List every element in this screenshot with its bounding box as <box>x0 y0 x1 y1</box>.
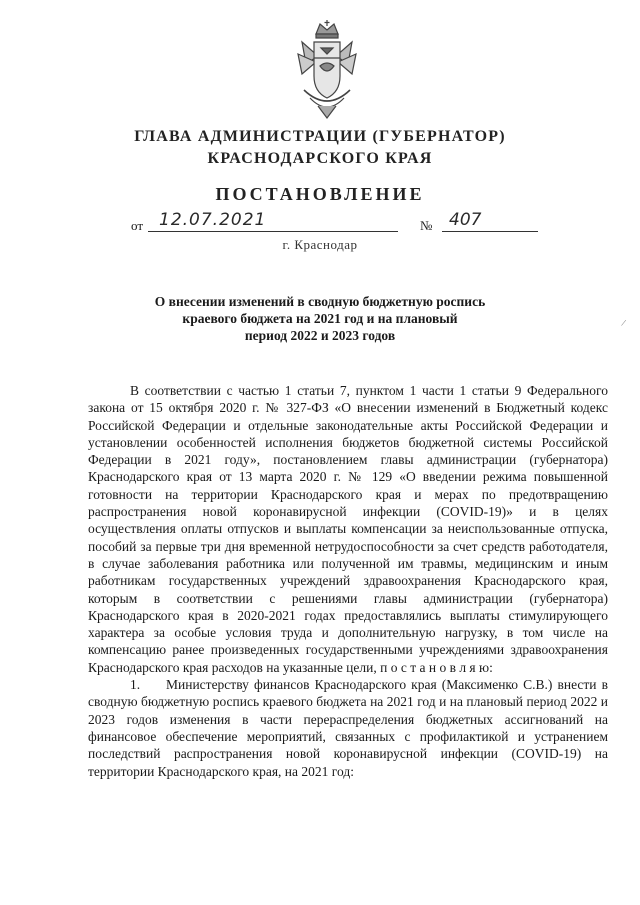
preamble-paragraph: В соответствии с частью 1 статьи 7, пунктом 1 части 1 статьи 9 Федерального закона от 15 октября 2020 г. № 327-ФЗ «О внесении изменений в Бюджетный кодекс Российской Федерации и отдельные законодательные акты Российской Федерации и установлении особенностей исполнения бюджетов бюджетной системы Российской Федерации в 2021 году», постановлением главы администрации (губернатора) Краснодарского края от 13 марта 2020 г. № 129 «О введении режима повышенной готовности на территории Краснодарского края и мерах по предотвращению распространения новой коронавирусной инфекции (COVID-19)» и в целях осуществления оплаты отпусков и выплаты компенсации за неиспользованные отпуска, пособий за первые три дня временной нетрудоспособности за счет средств работодателя, в случае заболевания работника или полученной им травмы, медицинским и иным работникам государственных учреждений здравоохранения Краснодарского края, которым в соответствии с решениями главы администрации (губернатора) Краснодарского края в 2020-2021 годах предоставлялись выплаты стимулирующего характера за особые условия труда и дополнительную нагрузку, в том числе на компенсацию ранее произведенных государственными учреждениями здравоохранения Краснодарского края расходов на указанные цели, п о с т а н о в л я ю: <box>88 383 608 675</box>
authority-title: ГЛАВА АДМИНИСТРАЦИИ (ГУБЕРНАТОР) <box>134 128 506 145</box>
document-body <box>88 382 608 780</box>
document-subject <box>0 293 640 344</box>
number-prefix: № <box>420 218 433 233</box>
item-1-text: Министерству финансов Краснодарского края (Максименко С.В.) внести в сводную бюджетную роспись краевого бюджета на 2021 год и на плановый период 2022 и 2023 годов изменения в части перераспределения бюджетных ассигнований на финансовое обеспечение мероприятий, связанных с профилактикой и устранением последствий распространения новой коронавирусной инфекции (COVID-19) на территории Краснодарского края, на 2021 год: <box>88 677 608 779</box>
authority-region: КРАСНОДАРСКОГО КРАЯ <box>207 150 433 167</box>
item-1-paragraph <box>88 676 608 780</box>
subject-line-2: краевого бюджета на 2021 год и на плановый <box>182 311 458 326</box>
document-type: ПОСТАНОВЛЕНИЕ <box>215 184 425 204</box>
date-value: 12.07.2021 <box>159 210 267 230</box>
subject-line-3: период 2022 и 2023 годов <box>244 328 396 343</box>
item-1-number: 1. <box>130 677 141 693</box>
margin-mark: / <box>620 317 627 330</box>
date-number-row <box>131 212 531 238</box>
coat-of-arms-icon <box>296 20 358 120</box>
number-value: 407 <box>449 210 482 230</box>
subject-line-1: О внесении изменений в сводную бюджетную роспись <box>154 294 486 309</box>
city-label: г. Краснодар <box>282 237 358 252</box>
date-prefix: от <box>131 218 144 233</box>
